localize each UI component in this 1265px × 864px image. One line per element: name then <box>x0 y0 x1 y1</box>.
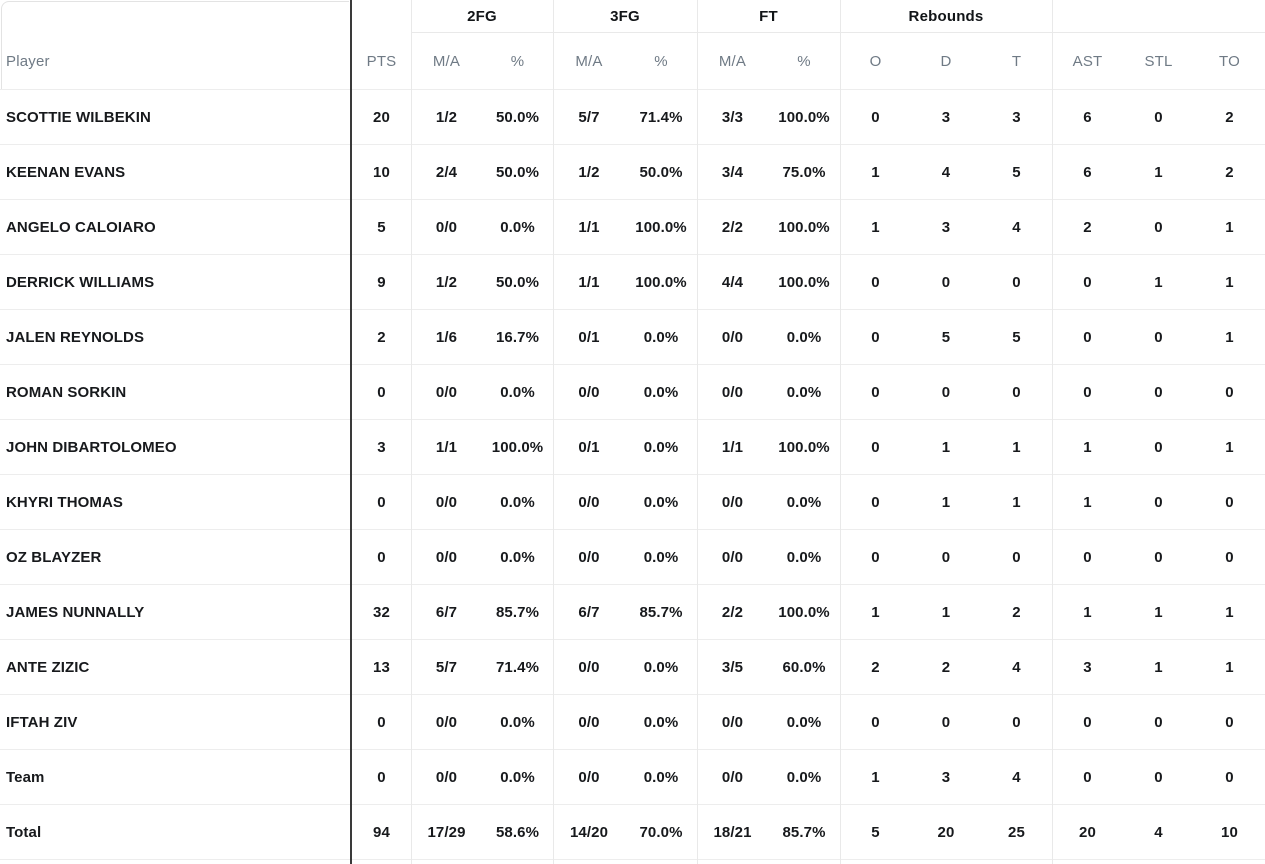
player-name: SCOTTIE WILBEKIN <box>6 108 151 126</box>
steals-value: 0 <box>1154 768 1163 786</box>
rebounds-offensive: 0 <box>871 273 880 291</box>
rebounds-total: 2 <box>1012 603 1021 621</box>
rebounds-total: 0 <box>1012 713 1021 731</box>
rebounds-offensive: 0 <box>871 383 880 401</box>
col-header-3fg-ma: M/A <box>575 53 603 70</box>
rebounds-defensive: 0 <box>941 713 951 731</box>
table-row <box>0 90 1265 145</box>
rebounds-offensive: 2 <box>871 658 880 676</box>
pts-value: 0 <box>377 383 386 401</box>
rebounds-total: 3 <box>1012 108 1021 126</box>
3fg-percent: 71.4% <box>639 108 683 126</box>
table-row <box>0 145 1265 200</box>
pts-value: 3 <box>377 438 386 456</box>
group-header-spacer <box>0 0 411 33</box>
3fg-made-attempted: 1/2 <box>578 163 600 181</box>
2fg-percent: 58.6% <box>495 823 540 841</box>
turnovers-value: 0 <box>1225 383 1234 401</box>
turnovers-value: 0 <box>1225 713 1234 731</box>
3fg-percent: 70.0% <box>639 823 683 841</box>
ft-made-attempted: 0/0 <box>721 328 744 346</box>
3fg-percent: 0.0% <box>643 548 679 566</box>
3fg-made-attempted: 0/0 <box>578 548 600 566</box>
rebounds-defensive: 0 <box>941 548 951 566</box>
2fg-percent: 0.0% <box>500 713 535 731</box>
2fg-made-attempted: 0/0 <box>435 768 458 786</box>
rebounds-defensive: 0 <box>941 273 951 291</box>
2fg-percent: 0.0% <box>500 768 535 786</box>
3fg-made-attempted: 0/0 <box>578 713 600 731</box>
pts-value: 32 <box>373 603 390 621</box>
ft-made-attempted: 2/2 <box>721 603 744 621</box>
ft-made-attempted: 0/0 <box>721 768 744 786</box>
rebounds-defensive: 4 <box>941 163 951 181</box>
col-header-reb-d: D <box>940 53 952 70</box>
player-name: OZ BLAYZER <box>6 548 102 566</box>
3fg-percent: 0.0% <box>643 383 679 401</box>
ft-percent: 100.0% <box>778 603 830 621</box>
player-name: JAMES NUNNALLY <box>6 603 145 621</box>
col-header-to: TO <box>1219 53 1240 70</box>
3fg-made-attempted: 0/1 <box>578 438 600 456</box>
assists-value: 1 <box>1083 493 1092 511</box>
rebounds-total: 0 <box>1012 548 1021 566</box>
2fg-made-attempted: 0/0 <box>435 713 458 731</box>
2fg-percent: 0.0% <box>500 493 535 511</box>
steals-value: 4 <box>1154 823 1163 841</box>
table-row <box>0 530 1265 585</box>
rebounds-total: 4 <box>1012 768 1021 786</box>
assists-value: 1 <box>1083 438 1092 456</box>
pts-value: 13 <box>373 658 390 676</box>
rebounds-offensive: 0 <box>871 713 880 731</box>
player-name: ANGELO CALOIARO <box>6 218 156 236</box>
assists-value: 1 <box>1083 603 1092 621</box>
ft-made-attempted: 3/4 <box>721 163 744 181</box>
ft-made-attempted: 3/3 <box>721 108 744 126</box>
2fg-percent: 50.0% <box>495 163 540 181</box>
table-row <box>0 750 1265 805</box>
ft-made-attempted: 1/1 <box>721 438 744 456</box>
table-row <box>0 365 1265 420</box>
group-header-row <box>0 0 1265 33</box>
player-name: IFTAH ZIV <box>6 713 78 731</box>
steals-value: 0 <box>1154 108 1163 126</box>
ft-made-attempted: 0/0 <box>721 493 744 511</box>
2fg-made-attempted: 0/0 <box>435 493 458 511</box>
steals-value: 0 <box>1154 383 1163 401</box>
group-header-3fg: 3FG <box>553 0 697 33</box>
assists-value: 20 <box>1079 823 1096 841</box>
turnovers-value: 1 <box>1225 658 1234 676</box>
pts-value: 2 <box>377 328 386 346</box>
3fg-made-attempted: 6/7 <box>578 603 600 621</box>
rebounds-defensive: 20 <box>937 823 955 841</box>
rebounds-offensive: 1 <box>871 603 880 621</box>
rebounds-defensive: 3 <box>941 768 951 786</box>
ft-percent: 100.0% <box>778 218 830 236</box>
3fg-made-attempted: 0/0 <box>578 383 600 401</box>
2fg-made-attempted: 17/29 <box>427 823 466 841</box>
col-header-reb-o: O <box>869 53 882 70</box>
2fg-made-attempted: 1/1 <box>435 438 458 456</box>
2fg-made-attempted: 5/7 <box>435 658 458 676</box>
3fg-percent: 50.0% <box>639 163 683 181</box>
ft-made-attempted: 0/0 <box>721 713 744 731</box>
assists-value: 0 <box>1083 548 1092 566</box>
rebounds-total: 5 <box>1012 163 1021 181</box>
assists-value: 3 <box>1083 658 1092 676</box>
rebounds-defensive: 0 <box>941 383 951 401</box>
ft-percent: 100.0% <box>778 273 830 291</box>
3fg-percent: 0.0% <box>643 713 679 731</box>
3fg-percent: 0.0% <box>643 438 679 456</box>
rebounds-total: 4 <box>1012 658 1021 676</box>
pts-value: 94 <box>373 823 390 841</box>
3fg-made-attempted: 1/1 <box>578 273 600 291</box>
pts-value: 20 <box>373 108 390 126</box>
turnovers-value: 1 <box>1225 603 1234 621</box>
2fg-percent: 0.0% <box>500 548 535 566</box>
rebounds-total: 0 <box>1012 273 1021 291</box>
ft-made-attempted: 4/4 <box>721 273 744 291</box>
steals-value: 0 <box>1154 548 1163 566</box>
ft-made-attempted: 0/0 <box>721 383 744 401</box>
2fg-made-attempted: 0/0 <box>435 548 458 566</box>
col-header-player: Player <box>6 53 50 70</box>
3fg-made-attempted: 14/20 <box>569 823 609 841</box>
rebounds-total: 1 <box>1012 438 1021 456</box>
col-header-reb-t: T <box>1011 53 1022 70</box>
pts-value: 9 <box>377 273 386 291</box>
rebounds-total: 25 <box>1008 823 1025 841</box>
steals-value: 0 <box>1154 713 1163 731</box>
3fg-made-attempted: 5/7 <box>578 108 600 126</box>
col-header-stl: STL <box>1144 53 1173 70</box>
group-header-2fg: 2FG <box>411 0 553 33</box>
player-name: JOHN DIBARTOLOMEO <box>6 438 177 456</box>
steals-value: 1 <box>1154 273 1163 291</box>
assists-value: 0 <box>1083 328 1092 346</box>
rebounds-offensive: 0 <box>871 493 880 511</box>
col-header-2fg-pct: % <box>510 53 525 70</box>
3fg-percent: 0.0% <box>643 328 679 346</box>
table-row <box>0 640 1265 695</box>
3fg-percent: 0.0% <box>643 658 679 676</box>
pts-value: 0 <box>377 713 386 731</box>
3fg-percent: 100.0% <box>635 218 687 236</box>
player-name: Total <box>6 823 42 841</box>
2fg-made-attempted: 2/4 <box>435 163 458 181</box>
2fg-percent: 100.0% <box>491 438 544 456</box>
ft-percent: 0.0% <box>786 328 822 346</box>
rebounds-defensive: 1 <box>941 493 951 511</box>
table-row <box>0 420 1265 475</box>
pts-value: 0 <box>377 493 386 511</box>
rebounds-offensive: 1 <box>871 163 880 181</box>
table-row <box>0 805 1265 860</box>
turnovers-value: 1 <box>1225 218 1234 236</box>
steals-value: 0 <box>1154 328 1163 346</box>
2fg-made-attempted: 0/0 <box>435 383 458 401</box>
ft-percent: 85.7% <box>782 823 826 841</box>
3fg-percent: 0.0% <box>643 493 679 511</box>
player-name: KEENAN EVANS <box>6 163 126 181</box>
ft-made-attempted: 3/5 <box>721 658 744 676</box>
assists-value: 2 <box>1083 218 1092 236</box>
ft-percent: 100.0% <box>778 108 830 126</box>
col-header-ast: AST <box>1072 53 1103 70</box>
steals-value: 0 <box>1154 218 1163 236</box>
3fg-made-attempted: 1/1 <box>578 218 600 236</box>
ft-percent: 0.0% <box>786 493 822 511</box>
assists-value: 0 <box>1083 383 1092 401</box>
table-row <box>0 585 1265 640</box>
2fg-percent: 50.0% <box>495 273 540 291</box>
2fg-made-attempted: 1/2 <box>435 108 458 126</box>
col-header-pts: PTS <box>366 53 397 70</box>
turnovers-value: 0 <box>1225 493 1234 511</box>
2fg-percent: 0.0% <box>500 218 535 236</box>
3fg-made-attempted: 0/0 <box>578 658 600 676</box>
pts-value: 10 <box>373 163 390 181</box>
rebounds-offensive: 5 <box>871 823 880 841</box>
table-body <box>0 90 1265 860</box>
player-name: Team <box>6 768 45 786</box>
turnovers-value: 2 <box>1225 108 1234 126</box>
2fg-percent: 0.0% <box>500 383 535 401</box>
steals-value: 1 <box>1154 603 1163 621</box>
table-row <box>0 475 1265 530</box>
3fg-percent: 0.0% <box>643 768 679 786</box>
pts-value: 0 <box>377 548 386 566</box>
turnovers-value: 0 <box>1225 768 1234 786</box>
rebounds-offensive: 1 <box>871 768 880 786</box>
col-header-ft-pct: % <box>797 53 811 70</box>
rebounds-defensive: 2 <box>941 658 951 676</box>
assists-value: 0 <box>1083 768 1092 786</box>
2fg-made-attempted: 1/2 <box>435 273 458 291</box>
3fg-percent: 85.7% <box>639 603 683 621</box>
rebounds-defensive: 3 <box>941 218 951 236</box>
player-name: KHYRI THOMAS <box>6 493 124 511</box>
ft-percent: 60.0% <box>782 658 826 676</box>
rebounds-offensive: 0 <box>871 328 880 346</box>
ft-percent: 75.0% <box>782 163 826 181</box>
table-row <box>0 200 1265 255</box>
rebounds-defensive: 1 <box>941 603 951 621</box>
table-row <box>0 255 1265 310</box>
assists-value: 6 <box>1083 108 1092 126</box>
turnovers-value: 1 <box>1225 438 1234 456</box>
col-header-ft-ma: M/A <box>718 53 747 70</box>
group-header-empty <box>1052 0 1265 33</box>
3fg-made-attempted: 0/0 <box>578 768 600 786</box>
steals-value: 0 <box>1154 493 1163 511</box>
rebounds-total: 5 <box>1012 328 1021 346</box>
rebounds-defensive: 3 <box>941 108 951 126</box>
group-header-rebounds: Rebounds <box>840 0 1052 33</box>
table-row <box>0 310 1265 365</box>
2fg-made-attempted: 0/0 <box>435 218 458 236</box>
2fg-made-attempted: 1/6 <box>435 328 458 346</box>
rebounds-total: 4 <box>1012 218 1021 236</box>
col-header-2fg-ma: M/A <box>432 53 461 70</box>
turnovers-value: 10 <box>1221 823 1238 841</box>
player-name: ANTE ZIZIC <box>6 658 90 676</box>
rebounds-defensive: 1 <box>941 438 951 456</box>
assists-value: 6 <box>1083 163 1092 181</box>
2fg-percent: 85.7% <box>495 603 540 621</box>
3fg-made-attempted: 0/1 <box>578 328 600 346</box>
2fg-percent: 16.7% <box>495 328 540 346</box>
column-header-row <box>0 33 1265 90</box>
assists-value: 0 <box>1083 273 1092 291</box>
ft-percent: 0.0% <box>786 548 822 566</box>
player-name: JALEN REYNOLDS <box>6 328 145 346</box>
player-name: ROMAN SORKIN <box>6 383 127 401</box>
ft-made-attempted: 0/0 <box>721 548 744 566</box>
ft-percent: 0.0% <box>786 383 822 401</box>
rebounds-defensive: 5 <box>941 328 951 346</box>
rebounds-offensive: 1 <box>871 218 880 236</box>
steals-value: 1 <box>1154 658 1163 676</box>
2fg-percent: 71.4% <box>495 658 540 676</box>
player-name: DERRICK WILLIAMS <box>6 273 155 291</box>
ft-made-attempted: 18/21 <box>713 823 752 841</box>
pts-value: 0 <box>377 768 386 786</box>
steals-value: 1 <box>1154 163 1163 181</box>
rebounds-total: 1 <box>1012 493 1021 511</box>
2fg-made-attempted: 6/7 <box>435 603 458 621</box>
2fg-percent: 50.0% <box>495 108 540 126</box>
group-header-ft: FT <box>697 0 840 33</box>
col-header-3fg-pct: % <box>654 53 668 70</box>
rebounds-offensive: 0 <box>871 438 880 456</box>
3fg-made-attempted: 0/0 <box>578 493 600 511</box>
turnovers-value: 0 <box>1225 548 1234 566</box>
rebounds-offensive: 0 <box>871 108 880 126</box>
assists-value: 0 <box>1083 713 1092 731</box>
turnovers-value: 1 <box>1225 273 1234 291</box>
ft-percent: 0.0% <box>786 768 822 786</box>
3fg-percent: 100.0% <box>635 273 687 291</box>
ft-percent: 0.0% <box>786 713 822 731</box>
pts-value: 5 <box>377 218 386 236</box>
ft-percent: 100.0% <box>778 438 830 456</box>
rebounds-offensive: 0 <box>871 548 880 566</box>
turnovers-value: 1 <box>1225 328 1234 346</box>
table-row <box>0 695 1265 750</box>
ft-made-attempted: 2/2 <box>721 218 744 236</box>
steals-value: 0 <box>1154 438 1163 456</box>
turnovers-value: 2 <box>1225 163 1234 181</box>
rebounds-total: 0 <box>1012 383 1021 401</box>
